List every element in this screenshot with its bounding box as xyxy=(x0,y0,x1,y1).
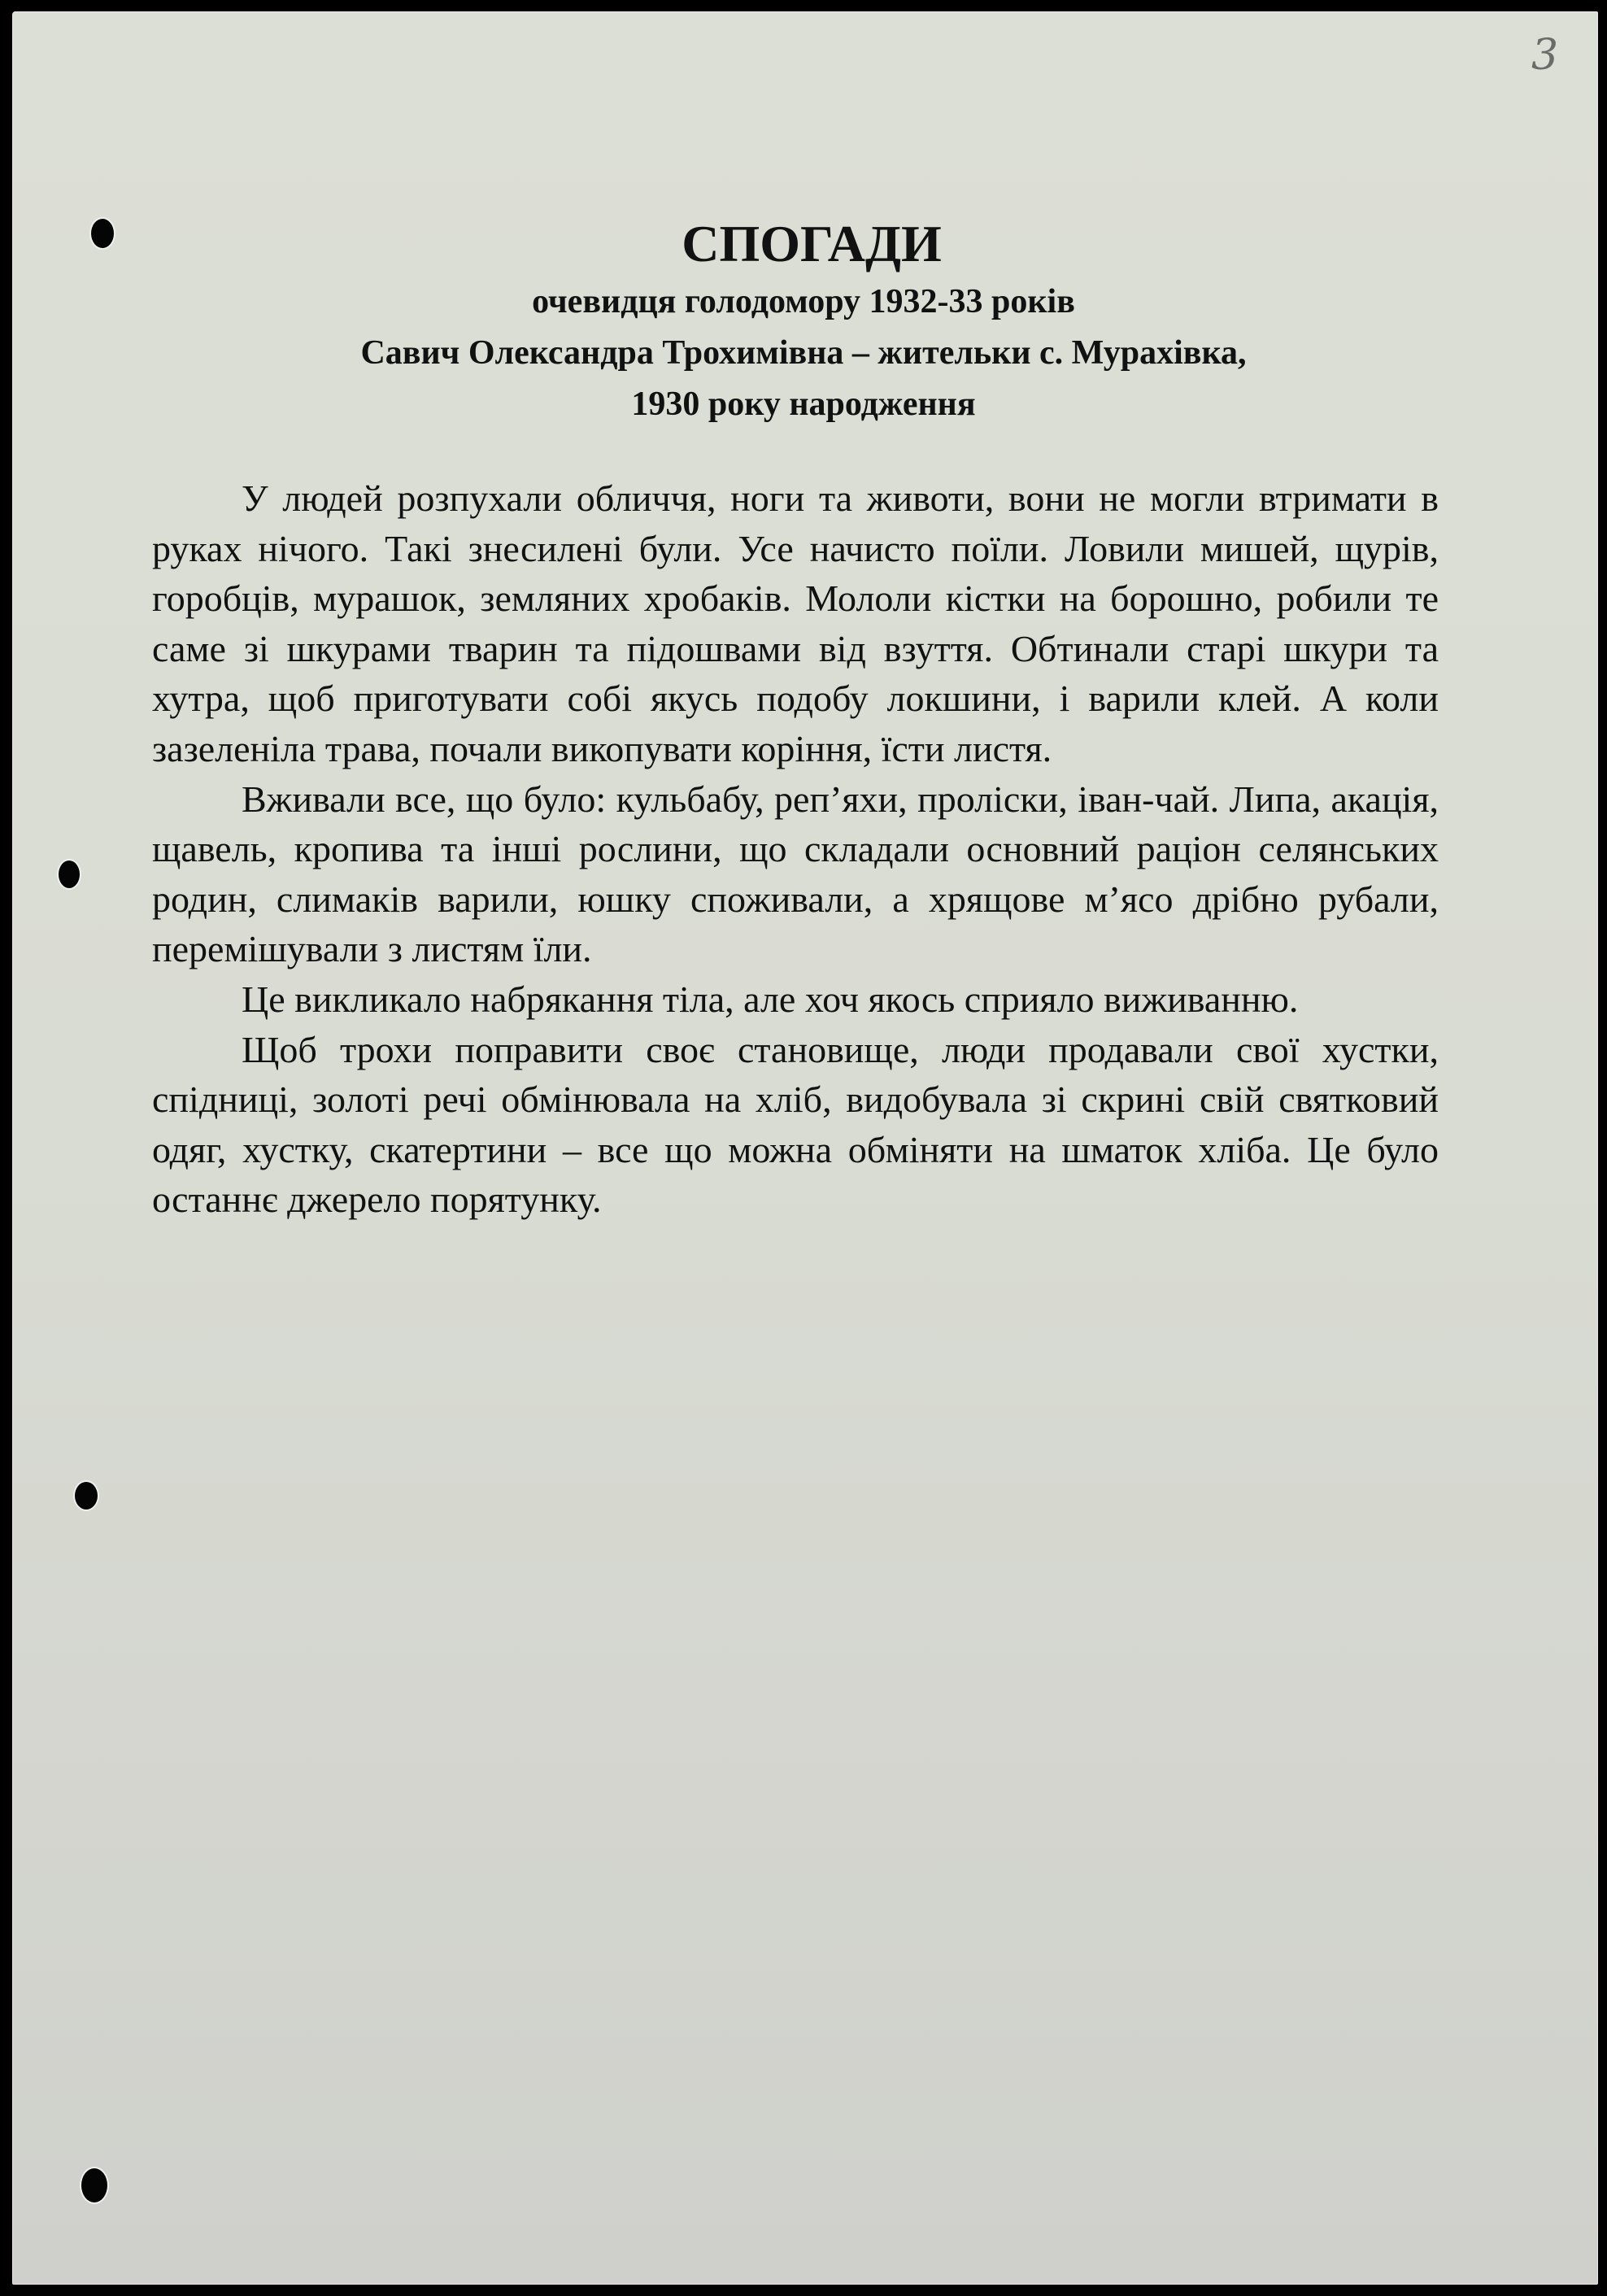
document-body xyxy=(152,473,1439,1225)
subtitle-line: Савич Олександра Трохимівна – жительки с. Мурахівка, xyxy=(360,334,1247,372)
subtitle-line: очевидця голодомору 1932-33 років xyxy=(532,283,1075,320)
document-header xyxy=(0,211,1607,430)
document-title: СПОГАДИ xyxy=(682,215,942,272)
subtitle-line: 1930 року народження xyxy=(631,386,976,423)
paragraph: Це викликало набрякання тіла, але хоч якось сприяло виживанню. xyxy=(242,978,1299,1020)
punch-hole-3 xyxy=(75,1482,98,1510)
page-number: 3 xyxy=(1531,31,1559,80)
punch-hole-4 xyxy=(81,2168,107,2202)
paragraph: У людей розпухали обличчя, ноги та животи, вони не могли втримати в руках нічого. Такі знесилені були. Усе начисто поїли. Ловили мишей, щурів, горобців, мурашок, земляних хробаків. Мололи кістки на борошно, робили те саме зі шкурами тварин та підошвами від взуття. Обтинали старі шкури та хутра, щоб приготувати собі якусь подобу локшини, і варили клей. А коли зазеленіла трава, почали викопувати коріння, їсти листя. xyxy=(152,477,1439,769)
paragraph: Вживали все, що було: кульбабу, реп’яхи, проліски, іван-чай. Липа, акація, щавель, кропива та інші рослини, що складали основний раціон селянських родин, слимаків варили, юшку споживали, а хрящове м’ясо дрібно рубали, перемішували з листям їли. xyxy=(152,778,1439,970)
punch-hole-2 xyxy=(59,860,80,888)
paragraph: Щоб трохи поправити своє становище, люди продавали свої хустки, спідниці, золоті речі обмінювала на хліб, видобувала зі скрині свій святковий одяг, хустку, скатертини – все що можна обміняти на шматок хліба. Це було останнє джерело порятунку. xyxy=(152,1028,1439,1221)
